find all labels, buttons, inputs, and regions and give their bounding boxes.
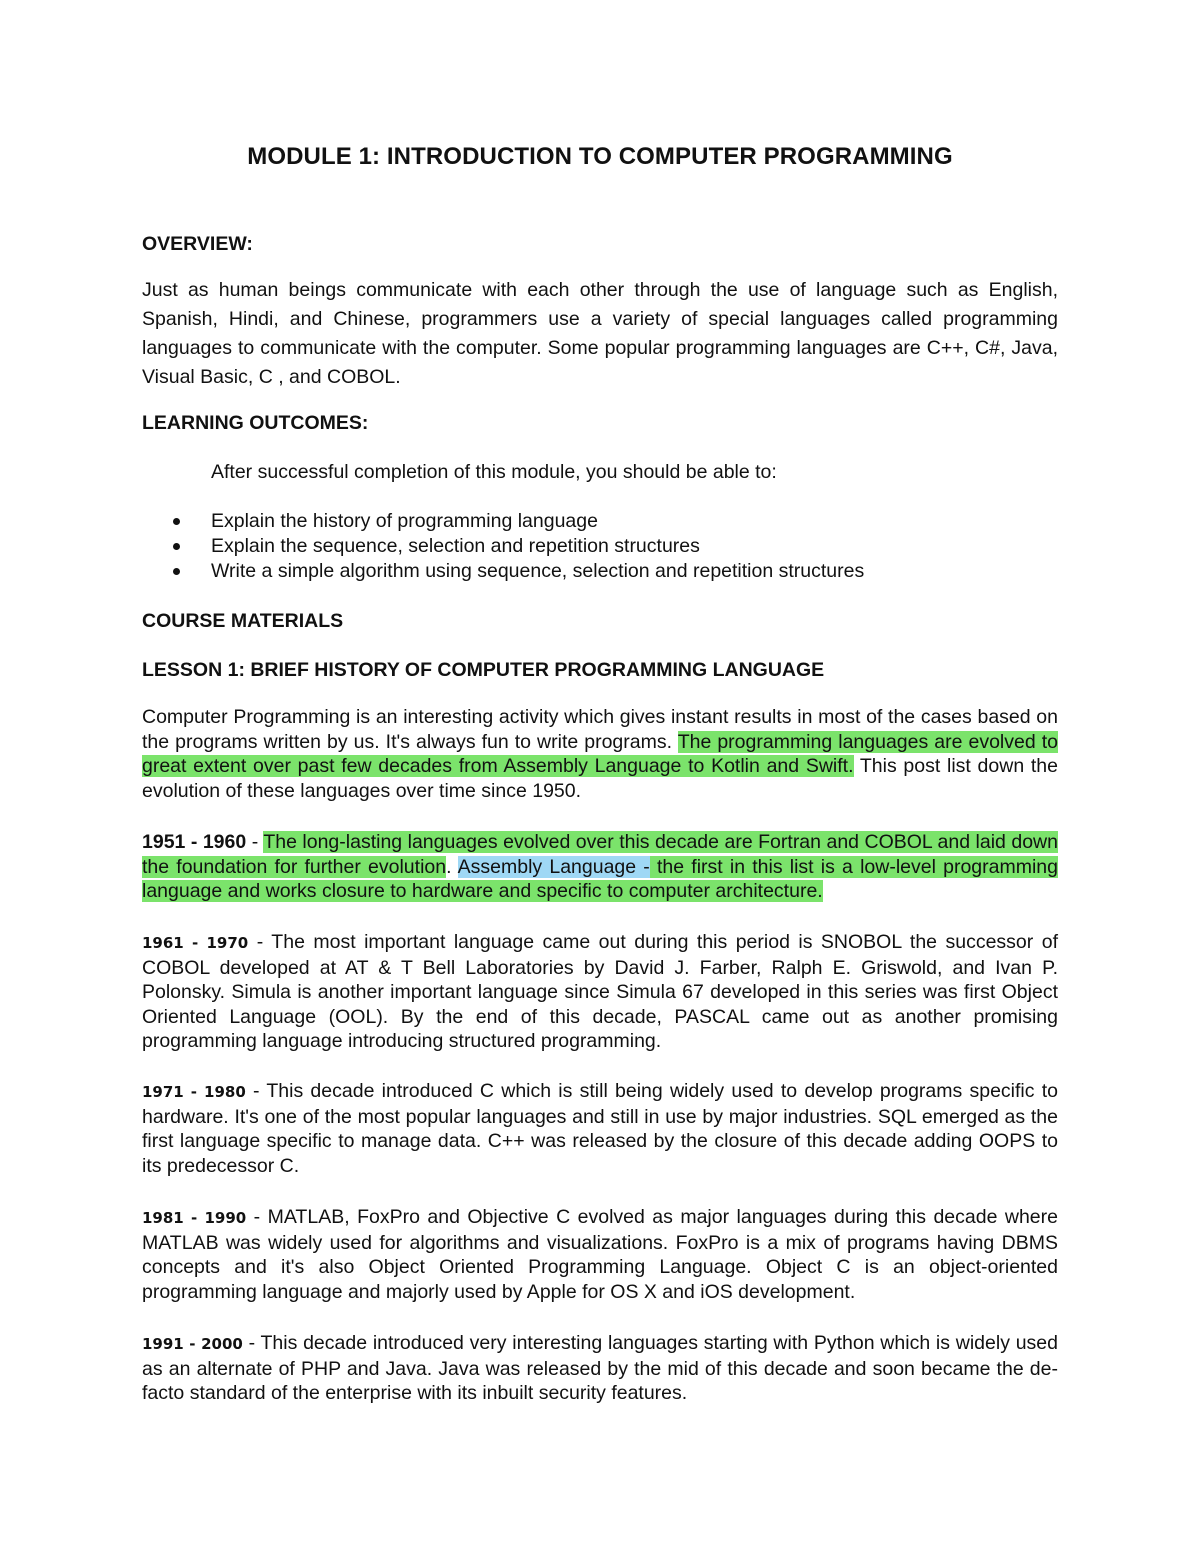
highlighted-text: The long-lasting languages evolved over this decade are Fortran and COBOL and laid down the foundation for further evolution bbox=[142, 831, 1058, 878]
era-years: 1981 - 1990 bbox=[142, 1209, 247, 1227]
learning-outcomes-intro: After successful completion of this module, you should be able to: bbox=[211, 461, 777, 483]
bullet-icon bbox=[173, 518, 180, 525]
page-title: MODULE 1: INTRODUCTION TO COMPUTER PROGRAMMING bbox=[247, 143, 953, 170]
lesson-intro bbox=[142, 705, 1058, 803]
highlighted-text-blue: Assembly Language - bbox=[457, 855, 650, 878]
list-item bbox=[142, 534, 864, 559]
list-item-text: Explain the sequence, selection and repetition structures bbox=[211, 535, 700, 557]
era-years: 1961 - 1970 bbox=[142, 934, 249, 952]
era-years: 1991 - 2000 bbox=[142, 1335, 243, 1353]
era-text: - The most important language came out during this period is SNOBOL the successor of COBOL developed at AT & T Bell Laboratories by David J. Farber, Ralph E. Griswold, and Ivan P. Polonsky. Simula is another important language since Simula 67 developed in this series was first Object Oriented Language (OOL). By the end of this decade, PASCAL came out as another promising programming language introducing structured programming. bbox=[142, 931, 1058, 1052]
era-1981-1990 bbox=[142, 1205, 1058, 1304]
era-text: - This decade introduced C which is still being widely used to develop programs specific to hardware. It's one of the most popular languages and still in use by major industries. SQL emerged as the first language specific to manage data. C++ was released by the closure of this decade adding OOPS to its predecessor C. bbox=[142, 1080, 1058, 1177]
course-materials-heading: COURSE MATERIALS bbox=[142, 610, 344, 632]
learning-outcomes-heading: LEARNING OUTCOMES: bbox=[142, 412, 369, 434]
era-text bbox=[650, 856, 657, 878]
highlighted-text: The programming languages are evolved to great extent over past few decades from Assembly Language to Kotlin and Swift. bbox=[142, 730, 1058, 777]
list-item bbox=[142, 509, 864, 534]
lesson-intro-tail: This post list down the evolution of these languages over time since 1950. bbox=[142, 755, 1058, 802]
bullet-icon bbox=[173, 543, 180, 550]
era-years: 1971 - 1980 bbox=[142, 1083, 246, 1101]
era-text: - This decade introduced very interesting languages starting with Python which is widely used as an alternate of PHP and Java. Java was released by the mid of this decade and soon became the de-facto standard of the enterprise with its inbuilt security features. bbox=[142, 1332, 1058, 1404]
era-years: 1951 - 1960 bbox=[142, 831, 247, 853]
era-1951-1960 bbox=[142, 830, 1058, 904]
era-text: . bbox=[446, 855, 458, 878]
bullet-icon bbox=[173, 568, 180, 575]
overview-heading: OVERVIEW: bbox=[142, 233, 253, 255]
lesson-heading: LESSON 1: BRIEF HISTORY OF COMPUTER PROGRAMMING LANGUAGE bbox=[142, 659, 825, 681]
list-item-text: Explain the history of programming language bbox=[211, 510, 598, 532]
era-1991-2000 bbox=[142, 1331, 1058, 1406]
overview-text: Just as human beings communicate with each other through the use of language such as English, Spanish, Hindi, and Chinese, programmers use a variety of special languages called programming languages to communicate with the computer. Some popular programming languages are C++, C#, Java, Visual Basic, C , and COBOL. bbox=[142, 279, 1058, 388]
era-separator: - bbox=[246, 831, 264, 853]
era-1961-1970 bbox=[142, 930, 1058, 1054]
era-1971-1980 bbox=[142, 1079, 1058, 1178]
lesson-intro-text: Computer Programming is an interesting activity which gives instant results in most of the cases based on the programs written by us. It's always fun to write programs. bbox=[142, 706, 1058, 753]
learning-outcomes-list bbox=[142, 509, 864, 584]
highlighted-text: the first in this list is a low-level programming language and works closure to hardware and specific to computer architecture. bbox=[142, 855, 1058, 902]
list-item bbox=[142, 559, 864, 584]
list-item-text: Write a simple algorithm using sequence, selection and repetition structures bbox=[211, 560, 865, 582]
era-text: - MATLAB, FoxPro and Objective C evolved as major languages during this decade where MATLAB was widely used for algorithms and visualizations. FoxPro is a mix of programs having DBMS concepts and it's also Object Oriented Programming Language. Object C is an object-oriented programming language and majorly used by Apple for OS X and iOS development. bbox=[142, 1206, 1058, 1303]
